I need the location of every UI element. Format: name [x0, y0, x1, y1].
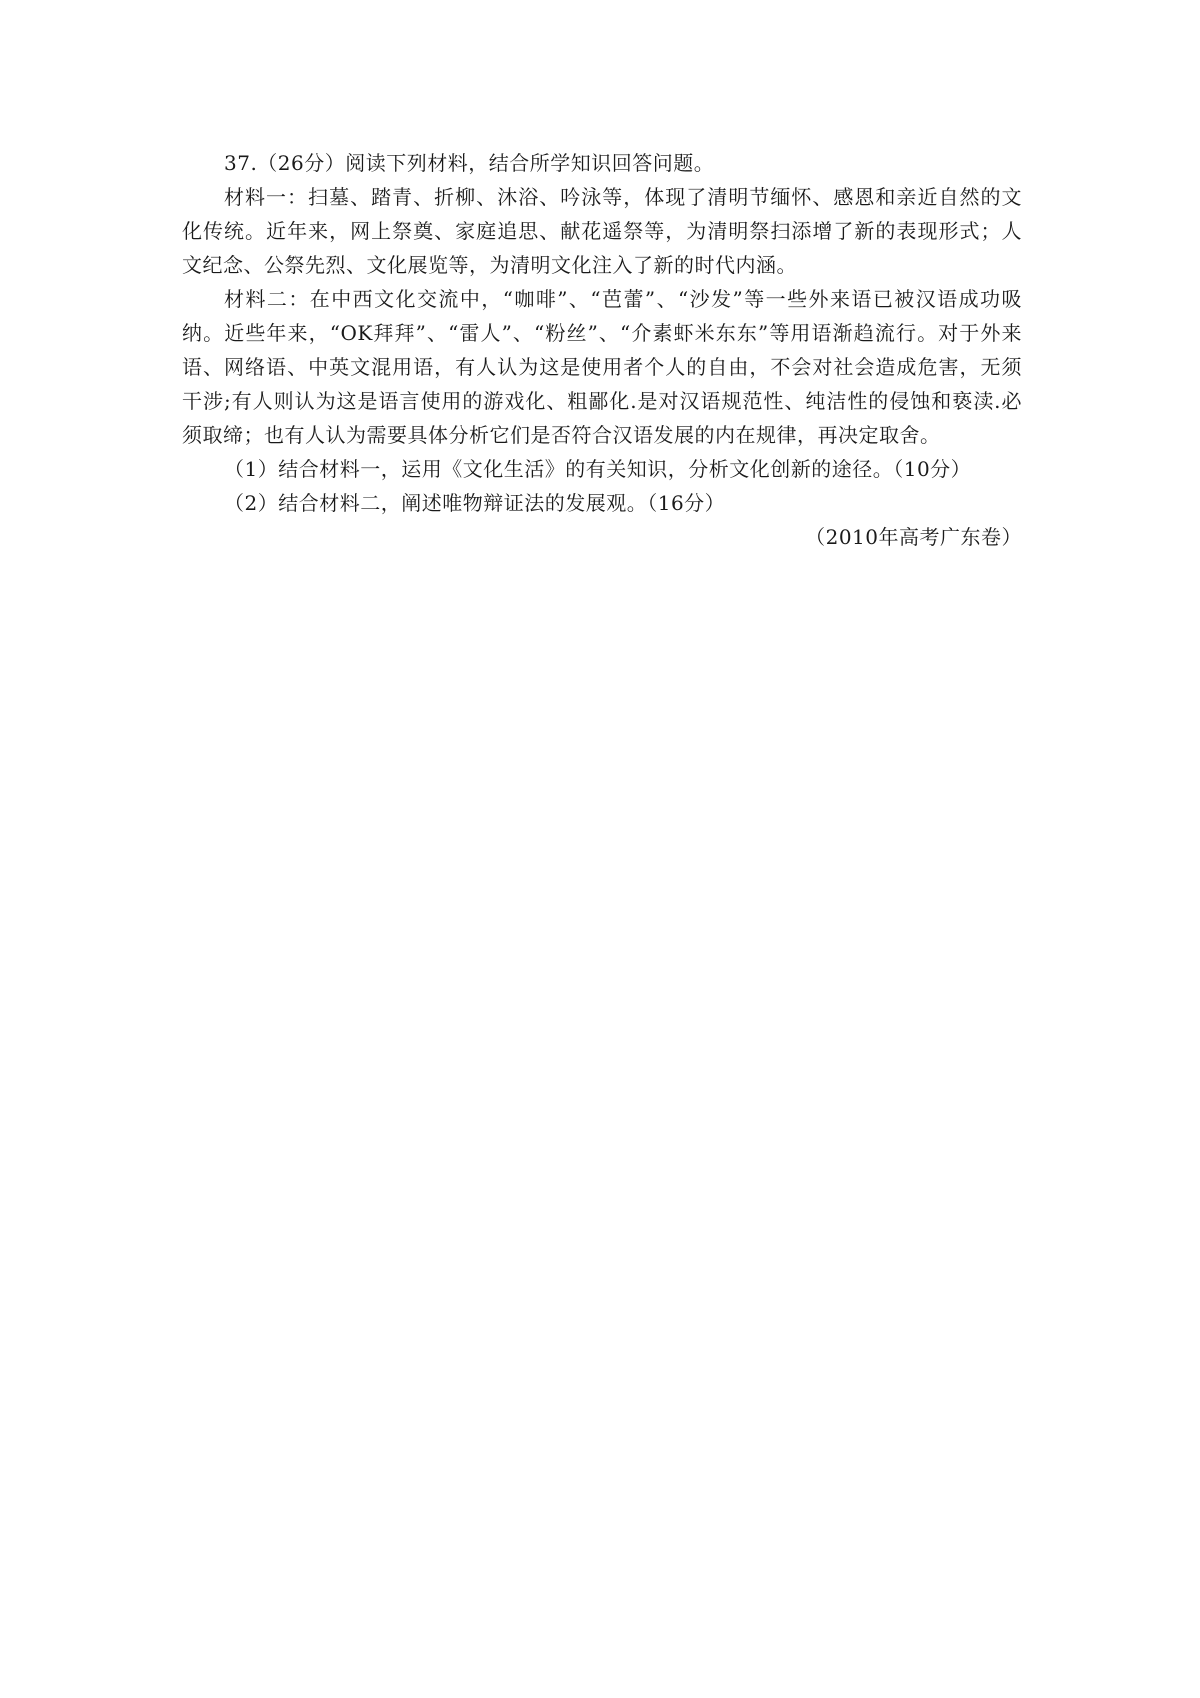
- material-two: 材料二：在中西文化交流中，“咖啡”、“芭蕾”、“沙发”等一些外来语已被汉语成功吸纳。近些年来，“OK拜拜”、“雷人”、“粉丝”、“介素虾米东东”等用语渐趋流行。对于外来语、网络语、中英文混用语，有人认为这是使用者个人的自由，不会对社会造成危害，无须干涉;有人则认为这是语言使用的游戏化、粗鄙化.是对汉语规范性、纯洁性的侵蚀和亵渎.必须取缔；也有人认为需要具体分析它们是否符合汉语发展的内在规律，再决定取舍。: [182, 287, 1022, 447]
- question-intro: 37.（26分）阅读下列材料，结合所学知识回答问题。: [224, 151, 715, 175]
- source-citation: （2010年高考广东卷）: [805, 525, 1022, 549]
- sub-question-2: （2）结合材料二，阐述唯物辩证法的发展观。（16分）: [224, 491, 726, 515]
- sub-question-1: （1）结合材料一，运用《文化生活》的有关知识，分析文化创新的途径。（10分）: [224, 457, 972, 481]
- material-one: 材料一：扫墓、踏青、折柳、沐浴、吟泳等，体现了清明节缅怀、感恩和亲近自然的文化传统。近年来，网上祭奠、家庭追思、献花遥祭等，为清明祭扫添增了新的表现形式；人文纪念、公祭先烈、文化展览等，为清明文化注入了新的时代内涵。: [182, 185, 1022, 277]
- question-block: [182, 146, 1022, 554]
